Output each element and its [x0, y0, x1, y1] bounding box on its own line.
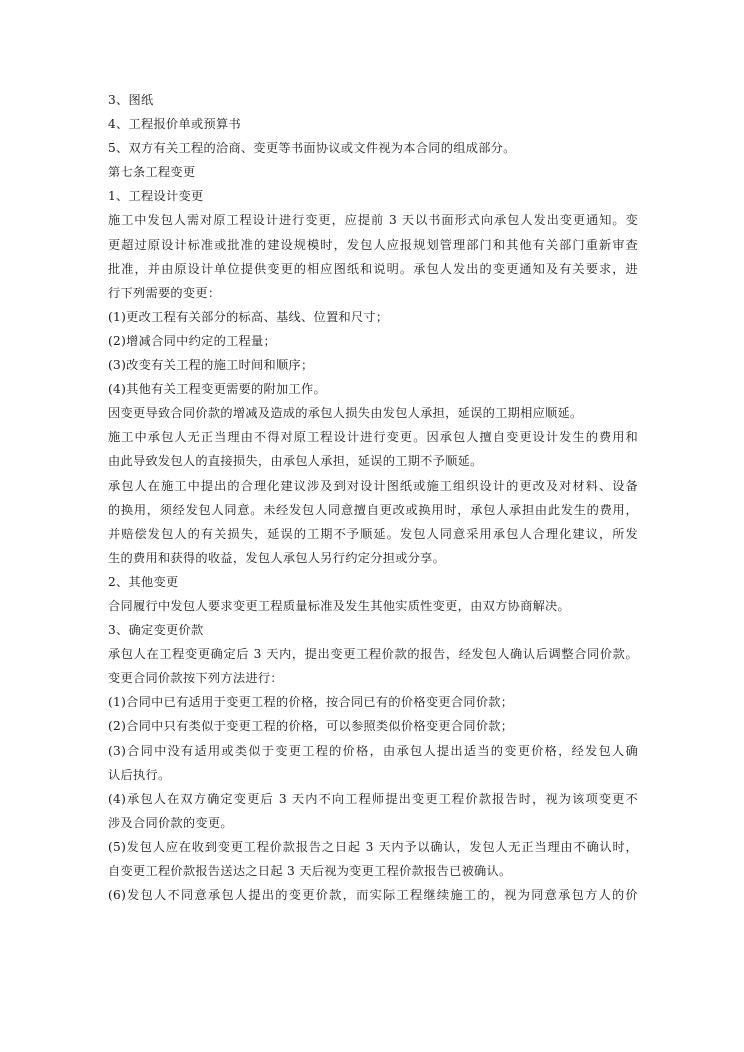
list-item-continuation: 认后执行。	[108, 767, 171, 782]
list-item-drawings: 3、图纸	[108, 93, 154, 107]
paragraph-line: 承包人在工程变更确定后 3 天内，提出变更工程价款的报告，经发包人确认后调整合同价款。	[108, 647, 638, 662]
document-page	[108, 88, 638, 907]
section-1-heading: 1、工程设计变更	[108, 189, 204, 204]
paragraph-line: 施工中发包人需对原工程设计进行变更，应提前 3 天以书面形式向承包人发出变更通知。变	[108, 213, 638, 228]
list-item: (2)增减合同中约定的工程量；	[108, 333, 277, 348]
list-item: (4)其他有关工程变更需要的附加工作。	[108, 382, 326, 397]
paragraph-line: 的换用，须经发包人同意。未经发包人同意擅自更改或换用时，承包人承担由此发生的费用，	[108, 502, 638, 517]
list-item: (4)承包人在双方确定变更后 3 天内不向工程师提出变更工程价款报告时，视为该项变更不	[108, 791, 638, 806]
paragraph-line: 批准，并由原设计单位提供变更的相应图纸和说明。承包人发出的变更通知及有关要求，进	[108, 261, 638, 276]
paragraph-line: 由此导致发包人的直接损失，由承包人承担，延误的工期不予顺延。	[108, 454, 483, 469]
list-item: (2)合同中只有类似于变更工程的价格，可以参照类似价格变更合同价款；	[108, 719, 514, 734]
list-item-continuation: 涉及合同价款的变更。	[108, 815, 233, 830]
list-item-continuation: 自变更工程价款报告送达之日起 3 天后视为变更工程价款报告已被确认。	[108, 864, 512, 878]
list-item: (1)更改工程有关部分的标高、基线、位置和尺寸；	[108, 309, 389, 324]
paragraph-line: 承包人在施工中提出的合理化建议涉及到对设计图纸或施工组织设计的更改及对材料、设备	[108, 478, 638, 493]
paragraph-line: 因变更导致合同价款的增减及造成的承包人损失由发包人承担，延误的工期相应顺延。	[108, 406, 583, 421]
paragraph-line: 合同履行中发包人要求变更工程质量标准及发生其他实质性变更，由双方协商解决。	[108, 598, 571, 613]
paragraph-line: 施工中承包人无正当理由不得对原工程设计进行变更。因承包人擅自变更设计发生的费用和	[108, 430, 638, 445]
list-item: (3)合同中没有适用或类似于变更工程的价格，由承包人提出适当的变更价格，经发包人确	[108, 743, 638, 758]
section-2-heading: 2、其他变更	[108, 574, 179, 589]
article-7-heading: 第七条工程变更	[108, 165, 196, 180]
list-item: (1)合同中已有适用于变更工程的价格，按合同已有的价格变更合同价款；	[108, 695, 514, 710]
paragraph-line: 更超过原设计标准或批准的建设规模时，发包人应报规划管理部门和其他有关部门重新审查	[108, 237, 638, 252]
paragraph-line: 变更合同价款按下列方法进行：	[108, 671, 283, 686]
list-item: (3)改变有关工程的施工时间和顺序；	[108, 358, 314, 373]
paragraph-line: 并赔偿发包人的有关损失，延误的工期不予顺延。发包人同意采用承包人合理化建议，所发	[108, 526, 638, 541]
list-item-quotation: 4、工程报价单或预算书	[108, 117, 241, 132]
paragraph-line: 行下列需要的变更：	[108, 285, 221, 300]
paragraph-line: 生的费用和获得的收益，发包人承包人另行约定分担或分享。	[108, 550, 446, 565]
list-item: (5)发包人应在收到变更工程价款报告之日起 3 天内予以确认，发包人无正当理由不确认时，	[108, 839, 638, 854]
list-item: (6)发包人不同意承包人提出的变更价款，而实际工程继续施工的，视为同意承包方人的价	[108, 888, 638, 903]
section-3-heading: 3、确定变更价款	[108, 623, 204, 638]
list-item-agreements: 5、双方有关工程的洽商、变更等书面协议或文件视为本合同的组成部分。	[108, 141, 516, 156]
